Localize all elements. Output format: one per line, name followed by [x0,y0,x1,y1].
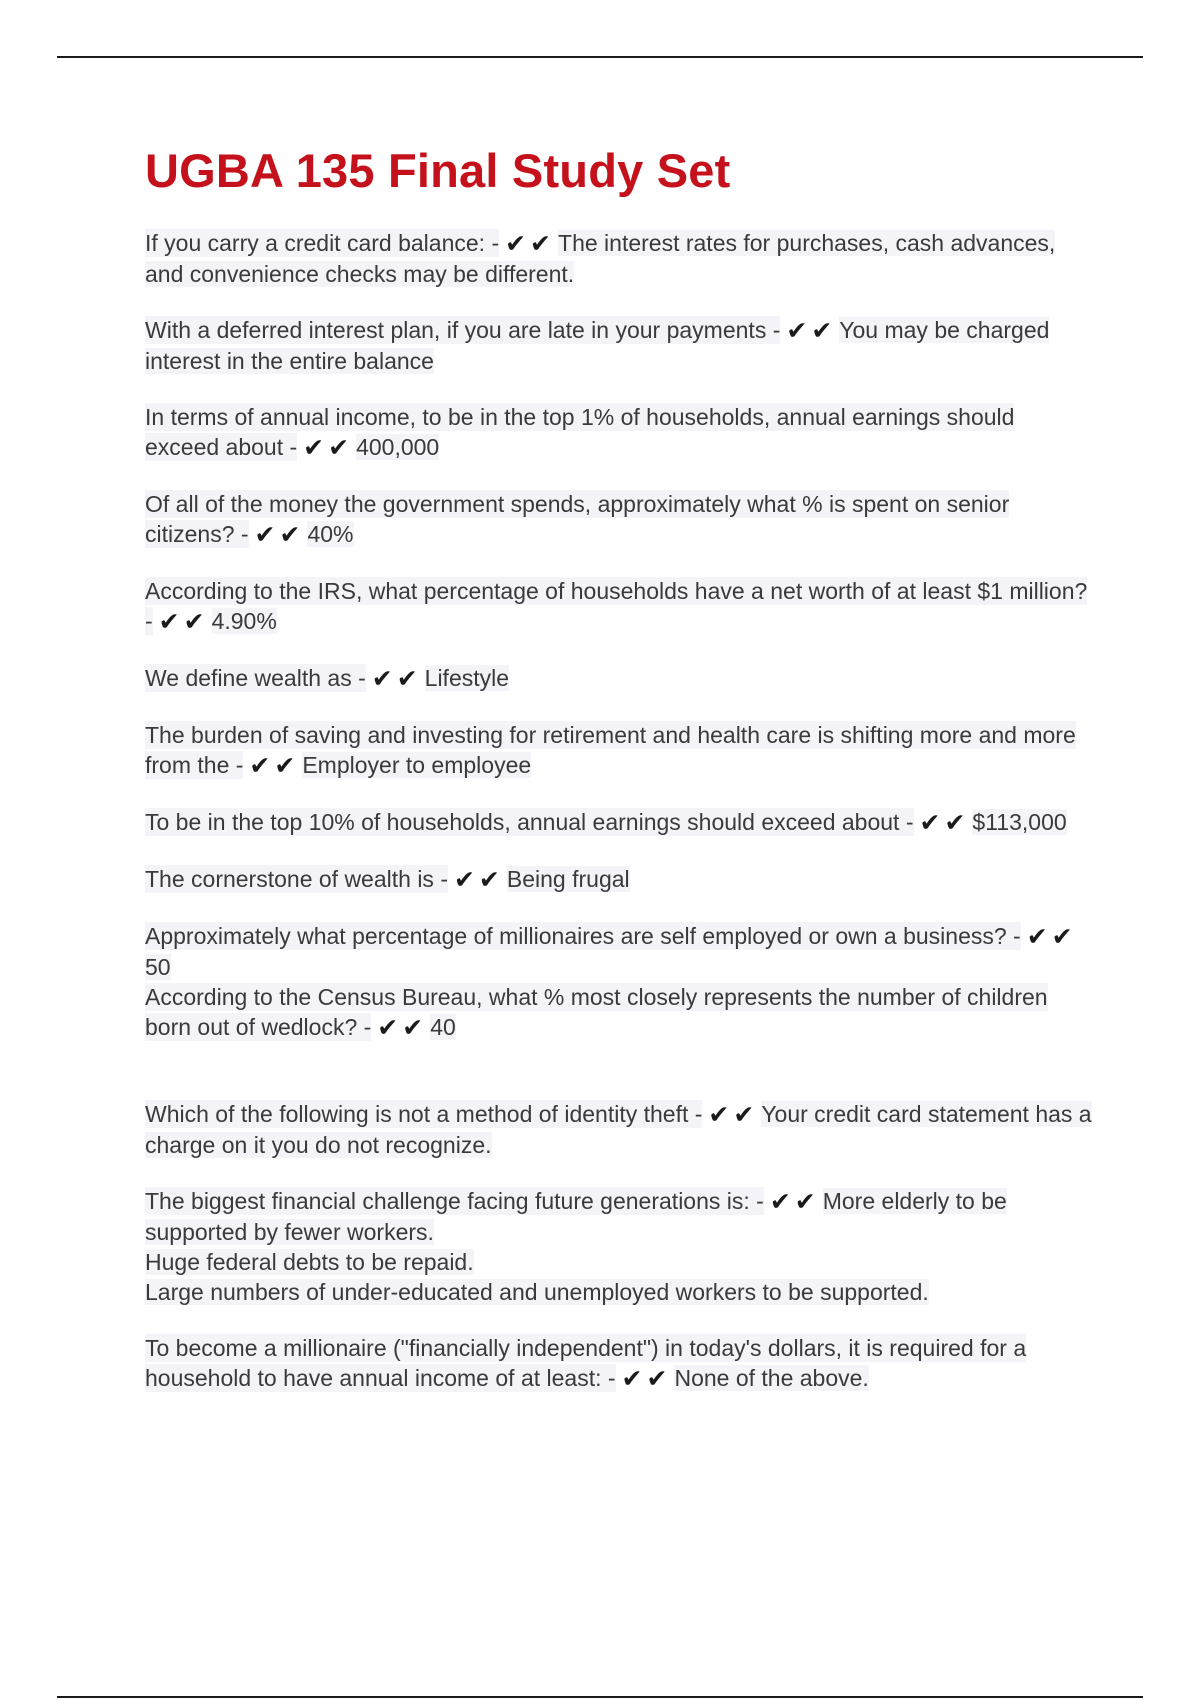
answer-text: None of the above. [674,1365,869,1391]
bottom-rule [57,1696,1143,1698]
qa-item-5 [145,576,1095,637]
study-set-content [145,228,1095,1394]
answer-text: Lifestyle [424,665,510,691]
question-text: With a deferred interest plan, if you are late in your payments - [145,317,781,343]
double-check-icon: ✔✔ [1026,922,1077,951]
qa-item-10 [145,921,1095,982]
question-text: If you carry a credit card balance: - [145,230,500,256]
answer-text: Being frugal [506,866,630,892]
top-rule [57,56,1143,58]
question-text: To be in the top 10% of households, annual earnings should exceed about - [145,809,914,835]
double-check-icon: ✔✔ [377,1013,428,1042]
answer-extra-line: Large numbers of under-educated and unemployed workers to be supported. [145,1279,929,1305]
question-text: The biggest financial challenge facing future generations is: - [145,1188,764,1214]
question-text: In terms of annual income, to be in the top 1% of households, annual earnings should exceed about - [145,404,1015,460]
qa-item-4 [145,489,1095,550]
qa-item-1 [145,228,1095,289]
double-check-icon: ✔✔ [303,433,354,462]
qa-item-11 [145,982,1095,1043]
double-check-icon: ✔✔ [158,607,209,636]
qa-item-13 [145,1186,1095,1307]
answer-text: 40 [430,1014,456,1040]
question-text: We define wealth as - [145,665,366,691]
question-text: The cornerstone of wealth is - [145,866,448,892]
qa-item-12 [145,1099,1095,1160]
double-check-icon: ✔✔ [505,229,556,258]
answer-text: 50 [145,954,171,980]
double-check-icon: ✔✔ [371,664,422,693]
answer-text: $113,000 [972,809,1067,835]
qa-item-14 [145,1333,1095,1394]
qa-item-3 [145,402,1095,463]
double-check-icon: ✔✔ [786,316,837,345]
double-check-icon: ✔✔ [621,1364,672,1393]
question-text: To become a millionaire ("financially independent") in today's dollars, it is required for a household to have annual income of at least: - [145,1335,1027,1391]
page-title: UGBA 135 Final Study Set [145,144,731,197]
double-check-icon: ✔✔ [769,1187,820,1216]
question-text: Of all of the money the government spends, approximately what % is spent on senior citizens? - [145,491,1010,547]
question-text: The burden of saving and investing for retirement and health care is shifting more and more from the - [145,722,1076,778]
answer-text: 400,000 [356,434,440,460]
question-text: Which of the following is not a method of identity theft - [145,1101,703,1127]
qa-item-9 [145,864,1095,895]
double-check-icon: ✔✔ [249,751,300,780]
question-text: Approximately what percentage of millionaires are self employed or own a business? - [145,923,1021,949]
question-text: According to the IRS, what percentage of households have a net worth of at least $1 million? - [145,578,1088,634]
answer-text: The interest rates for purchases, cash advances, and convenience checks may be different. [145,230,1056,287]
answer-text: 40% [307,521,354,547]
qa-item-2 [145,315,1095,376]
double-check-icon: ✔✔ [919,808,970,837]
double-check-icon: ✔✔ [708,1100,759,1129]
question-text: According to the Census Bureau, what % most closely represents the number of children born out of wedlock? - [145,984,1048,1040]
answer-text: More elderly to be supported by fewer workers. [145,1188,1007,1245]
answer-extra-line: Huge federal debts to be repaid. [145,1249,474,1275]
qa-item-7 [145,720,1095,781]
answer-text: You may be charged interest in the entire balance [145,317,1050,374]
qa-item-8 [145,807,1095,838]
answer-text: Your credit card statement has a charge on it you do not recognize. [145,1101,1092,1158]
answer-text: Employer to employee [302,752,532,778]
double-check-icon: ✔✔ [254,520,305,549]
answer-text: 4.90% [211,608,277,634]
qa-item-6 [145,663,1095,694]
double-check-icon: ✔✔ [453,865,504,894]
